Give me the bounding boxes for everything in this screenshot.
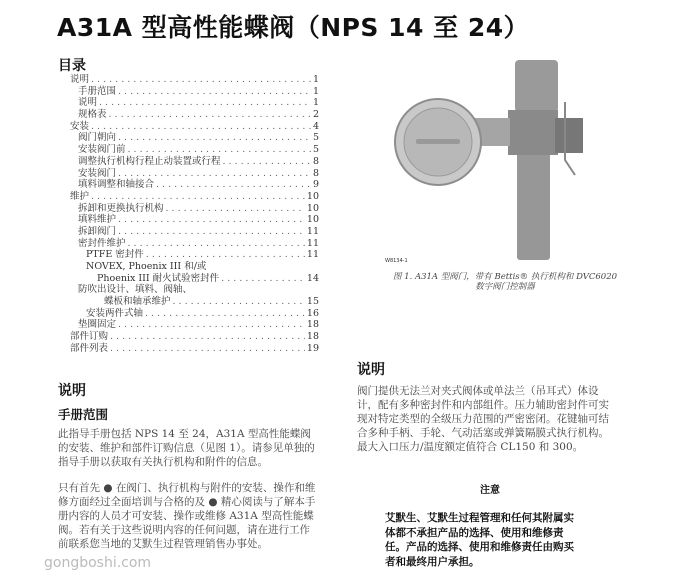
actuator-bottom-cylinder bbox=[517, 150, 550, 260]
toc-entry-page: 5 bbox=[312, 132, 319, 144]
toc-entry-label: Phoenix III 耐火试验密封件 bbox=[97, 272, 220, 284]
toc-entry-label: NOVEX, Phoenix III 和/或 bbox=[86, 261, 207, 272]
toc-entry-page: 10 bbox=[306, 202, 319, 214]
toc-entry[interactable] bbox=[70, 319, 319, 331]
caption-line-1: 图 1. A31A 型阀门，带有 Bettis® 执行机构和 DVC6020 bbox=[392, 272, 618, 282]
figure-caption bbox=[380, 272, 630, 292]
toc-entry-label: 安装两件式轴 bbox=[86, 307, 144, 319]
toc-leader-dots bbox=[223, 156, 311, 168]
toc-entry-label: 手册范围 bbox=[78, 85, 117, 97]
toc-entry-page: 4 bbox=[312, 120, 319, 132]
table-of-contents bbox=[70, 74, 319, 355]
valve-figure bbox=[380, 50, 630, 265]
toc-entry-label: 部件列表 bbox=[70, 342, 109, 354]
toc-entry[interactable] bbox=[70, 203, 319, 215]
toc-entry-label: 说明 bbox=[78, 97, 98, 109]
toc-entry-page: 1 bbox=[312, 85, 319, 97]
toc-entry[interactable] bbox=[70, 86, 319, 98]
toc-leader-dots bbox=[221, 273, 305, 285]
toc-leader-dots bbox=[99, 97, 311, 109]
toc-leader-dots bbox=[118, 214, 305, 226]
toc-leader-dots bbox=[110, 343, 305, 355]
caption-line-2: 数字阀门控制器 bbox=[475, 282, 535, 292]
toc-entry[interactable] bbox=[70, 121, 319, 133]
toc-entry[interactable] bbox=[70, 214, 319, 226]
toc-entry-page: 11 bbox=[306, 249, 319, 261]
toc-heading: 目录 bbox=[58, 58, 86, 74]
page-title: A31A 型高性能蝶阀（NPS 14 至 24） bbox=[57, 13, 530, 42]
figure-code: W8134-1 bbox=[385, 258, 408, 264]
toc-leader-dots bbox=[156, 179, 311, 191]
toc-entry-page: 15 bbox=[306, 296, 319, 308]
toc-entry-label: 部件订购 bbox=[70, 331, 109, 343]
toc-entry-label: 阀门朝向 bbox=[78, 132, 117, 144]
toc-entry-label: 安装阀门前 bbox=[78, 144, 126, 156]
toc-entry-page: 11 bbox=[306, 225, 319, 237]
actuator-top-cylinder bbox=[515, 60, 558, 112]
toc-entry-label: 拆卸阀门 bbox=[78, 225, 117, 237]
toc-leader-dots bbox=[173, 296, 305, 308]
toc-entry-label: PTFE 密封件 bbox=[86, 249, 144, 261]
toc-entry-page: 8 bbox=[312, 155, 319, 167]
toc-entry-page: 14 bbox=[306, 272, 319, 284]
description-heading: 说明 bbox=[357, 362, 385, 378]
toc-entry-label: 填料维护 bbox=[78, 214, 117, 226]
toc-entry-page: 19 bbox=[306, 342, 319, 354]
toc-entry-label: 维护 bbox=[70, 190, 90, 202]
toc-entry-label: 说明 bbox=[70, 74, 90, 85]
toc-leader-dots bbox=[118, 226, 305, 238]
toc-entry[interactable] bbox=[70, 296, 319, 308]
actuator-body bbox=[508, 110, 558, 155]
toc-leader-dots bbox=[91, 74, 311, 86]
toc-entry[interactable] bbox=[70, 284, 319, 296]
watermark: gongboshi.com bbox=[44, 555, 152, 571]
toc-entry-page: 10 bbox=[306, 214, 319, 226]
toc-entry[interactable] bbox=[70, 238, 319, 250]
toc-entry-page: 16 bbox=[306, 307, 319, 319]
toc-leader-dots bbox=[128, 238, 305, 250]
toc-leader-dots bbox=[91, 121, 311, 133]
toc-entry-page: 5 bbox=[312, 144, 319, 156]
toc-entry[interactable] bbox=[70, 179, 319, 191]
intro-heading: 说明 bbox=[58, 383, 86, 399]
toc-entry[interactable] bbox=[70, 308, 319, 320]
toc-entry-label: 防吹出设计、填料、阀轴、 bbox=[78, 284, 193, 296]
toc-entry-page: 11 bbox=[306, 237, 319, 249]
toc-entry-page: 18 bbox=[306, 319, 319, 331]
toc-entry-label: 填料调整和轴接合 bbox=[78, 179, 155, 191]
toc-entry[interactable] bbox=[70, 273, 319, 285]
qualification-paragraph: 只有首先 ● 在阀门、执行机构与附件的安装、操作和维修方面经过全面培训与合格的及 ● 精心阅读与了解本手册内容的人员才可安装、操作或维修 A31A 型高性能蝶阀。若有关于这些说明内容的任何问题，请在进行工作前联系您当地的艾默生过程管理销售办事处。 bbox=[58, 482, 316, 550]
toc-entry[interactable] bbox=[70, 97, 319, 109]
toc-entry-label: 安装阀门 bbox=[78, 167, 117, 179]
toc-entry-page: 2 bbox=[312, 109, 319, 121]
toc-leader-dots bbox=[146, 249, 305, 261]
toc-entry-label: 安装 bbox=[70, 120, 90, 132]
toc-entry-label: 垫圈固定 bbox=[78, 319, 117, 331]
toc-entry[interactable] bbox=[70, 109, 319, 121]
toc-leader-dots bbox=[145, 308, 305, 320]
toc-entry[interactable] bbox=[70, 191, 319, 203]
toc-entry[interactable] bbox=[70, 144, 319, 156]
description-paragraph: 阀门提供无法兰对夹式阀体或单法兰（吊耳式）体设计，配有多种密封件和内部组件。压力辅助密封件可实现对特定类型的全级压力范围的严密密闭。花键轴可结合多种手柄、手轮、气动活塞或弹簧隔膜式执行机构。最大入口压力/温度额定值符合 CL150 和 300。 bbox=[357, 385, 609, 453]
scope-paragraph: 此指导手册包括 NPS 14 至 24，A31A 型高性能蝶阀的安装、维护和部件订购信息（见图 1）。请参见单独的指导手册以获取有关执行机构和附件的信息。 bbox=[58, 428, 315, 468]
toc-entry-page: 1 bbox=[312, 74, 319, 85]
toc-entry-label: 拆卸和更换执行机构 bbox=[78, 202, 164, 214]
toc-leader-dots bbox=[110, 331, 305, 343]
toc-entry[interactable] bbox=[70, 132, 319, 144]
toc-entry[interactable] bbox=[70, 343, 319, 355]
toc-entry-page: 18 bbox=[306, 331, 319, 343]
toc-entry-page: 1 bbox=[312, 97, 319, 109]
toc-leader-dots bbox=[118, 132, 311, 144]
toc-entry[interactable] bbox=[70, 168, 319, 180]
toc-entry-label: 密封件维护 bbox=[78, 237, 126, 249]
valve-disc bbox=[416, 139, 460, 144]
toc-entry-label: 调整执行机构行程止动装置或行程 bbox=[78, 155, 221, 167]
toc-entry[interactable] bbox=[70, 261, 319, 273]
toc-leader-dots bbox=[118, 168, 311, 180]
toc-entry[interactable] bbox=[70, 74, 319, 86]
toc-entry-page: 8 bbox=[312, 167, 319, 179]
toc-leader-dots bbox=[91, 191, 305, 203]
toc-entry[interactable] bbox=[70, 156, 319, 168]
toc-entry-page: 10 bbox=[306, 190, 319, 202]
positioner bbox=[555, 118, 583, 153]
notice-text: 艾默生、艾默生过程管理和任何其附属实体都不承担产品的选择、使用和维修责任。产品的选择、使用和维修责任由购买者和最终用户承担。 bbox=[385, 512, 574, 568]
toc-entry[interactable] bbox=[70, 226, 319, 238]
toc-leader-dots bbox=[118, 86, 311, 98]
toc-leader-dots bbox=[118, 319, 305, 331]
toc-leader-dots bbox=[128, 144, 311, 156]
toc-entry-page: 9 bbox=[312, 179, 319, 191]
toc-leader-dots bbox=[109, 109, 311, 121]
toc-entry[interactable] bbox=[70, 249, 319, 261]
toc-entry-label: 蝶板和轴承维护 bbox=[104, 296, 171, 308]
toc-entry[interactable] bbox=[70, 331, 319, 343]
notice-heading: 注意 bbox=[480, 485, 500, 496]
scope-heading: 手册范围 bbox=[58, 407, 109, 422]
toc-entry-label: 规格表 bbox=[78, 109, 107, 121]
toc-leader-dots bbox=[166, 203, 305, 215]
